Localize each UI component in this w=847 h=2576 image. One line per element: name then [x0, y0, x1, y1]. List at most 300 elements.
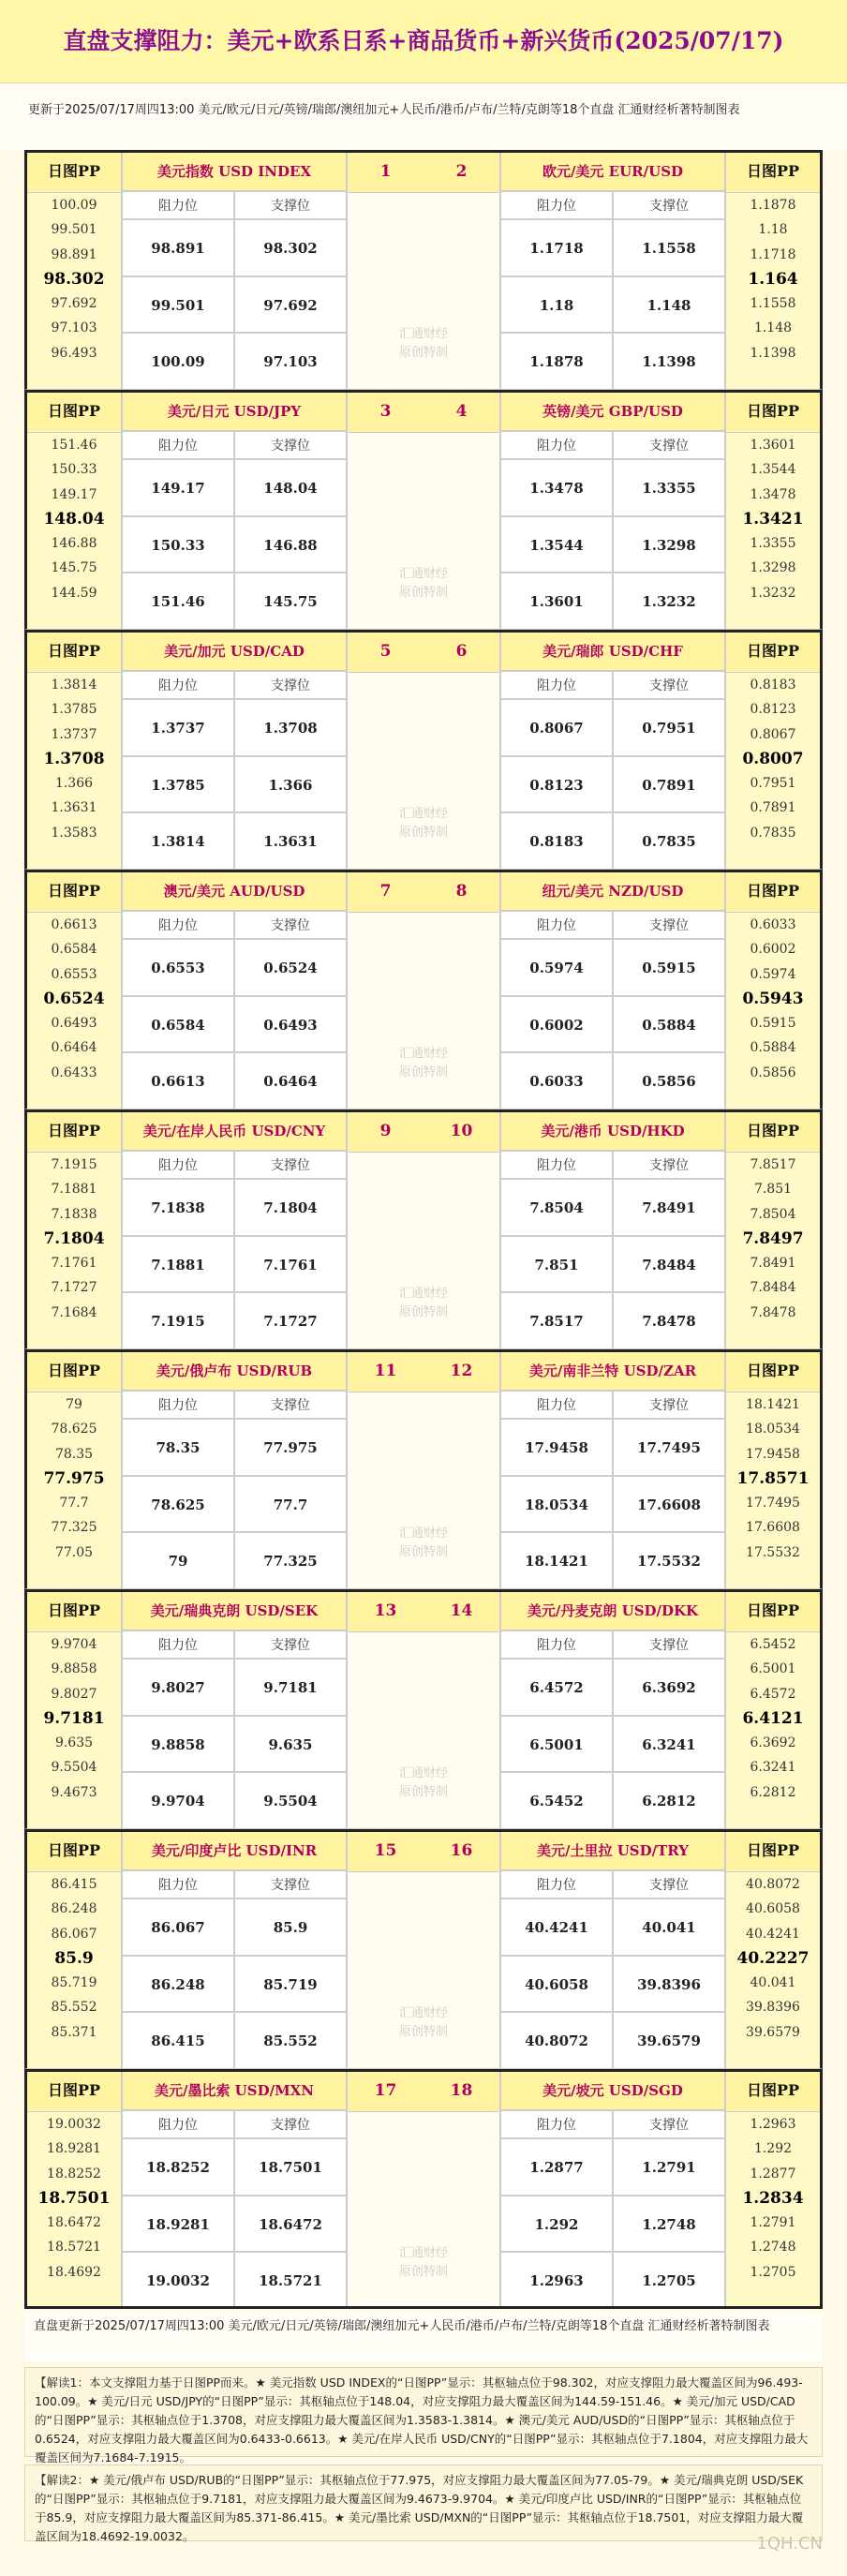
pp-value: 7.8517	[750, 1157, 796, 1172]
column-headers	[500, 911, 725, 939]
pp-header: 日图PP	[726, 391, 820, 433]
table-row	[122, 1659, 347, 1716]
update-info: 更新于2025/07/17周四13:00 美元/欧元/日元/英镑/瑞郎/澳纽加元+人民币/港币/卢布/兰特/克朗等18个直盘 汇通财经析著特制图表	[0, 83, 847, 151]
pair-table	[500, 1589, 725, 1829]
support-cell: 85.719	[234, 1956, 347, 2013]
column-headers	[122, 191, 347, 219]
section-numbers	[348, 151, 499, 193]
section-divider	[24, 390, 823, 393]
pp-value: 1.2963	[750, 2117, 796, 2132]
pp-value: 149.17	[51, 486, 97, 502]
resistance-cell: 6.5001	[500, 1716, 613, 1773]
resistance-cell: 149.17	[122, 459, 234, 516]
pp-value: 150.33	[51, 462, 97, 478]
pp-value: 19.0032	[47, 2117, 101, 2132]
support-cell: 1.148	[613, 276, 725, 334]
table-row	[500, 699, 725, 756]
pp-column	[725, 1349, 823, 1589]
pp-value: 0.8067	[750, 726, 796, 742]
support-cell: 6.3692	[613, 1659, 725, 1716]
resistance-cell: 9.9704	[122, 1772, 234, 1829]
resistance-cell: 19.0032	[122, 2252, 234, 2309]
pp-header: 日图PP	[27, 1830, 121, 1872]
resistance-cell: 1.2963	[500, 2252, 613, 2309]
resistance-cell: 1.2877	[500, 2138, 613, 2196]
pp-value: 39.6579	[746, 2024, 800, 2040]
pp-value: 96.493	[51, 345, 97, 361]
resistance-cell: 7.851	[500, 1236, 613, 1293]
pp-header: 日图PP	[726, 151, 820, 193]
section-number: 1	[379, 162, 392, 181]
table-row	[500, 1532, 725, 1589]
resistance-cell: 40.8072	[500, 2012, 613, 2069]
pp-value: 1.3814	[51, 678, 97, 692]
pp-value: 97.692	[51, 296, 97, 312]
support-header: 支撑位	[613, 191, 725, 219]
pp-column	[725, 1109, 823, 1349]
pp-value: 144.59	[51, 585, 97, 601]
pp-column	[24, 630, 122, 870]
pp-value: 7.1838	[51, 1206, 97, 1222]
support-cell: 0.6524	[234, 939, 347, 996]
table-row	[500, 2252, 725, 2309]
section-index	[347, 1589, 500, 1829]
section-number: 13	[374, 1601, 397, 1620]
resistance-header: 阻力位	[122, 1391, 234, 1419]
support-cell: 7.1761	[234, 1236, 347, 1293]
pp-value: 86.067	[51, 1926, 97, 1942]
pp-value: 0.7951	[750, 776, 796, 792]
support-header: 支撑位	[613, 2110, 725, 2138]
section-number: 8	[455, 882, 468, 901]
table-row	[122, 1956, 347, 2013]
watermark	[348, 565, 499, 603]
resistance-header: 阻力位	[122, 1630, 234, 1659]
pp-value: 100.09	[51, 198, 97, 213]
resistance-cell: 0.6584	[122, 996, 234, 1053]
section-numbers	[348, 631, 499, 673]
resistance-cell: 1.3544	[500, 516, 613, 573]
pp-value: 86.248	[51, 1901, 97, 1917]
support-cell: 77.325	[234, 1532, 347, 1589]
table-row	[500, 1659, 725, 1716]
table-row	[122, 1419, 347, 1476]
table-row	[122, 1898, 347, 1956]
resistance-cell: 7.1881	[122, 1236, 234, 1293]
pp-pivot-value: 7.8497	[742, 1228, 804, 1248]
watermark-line2: 原创特制	[398, 1305, 448, 1319]
support-header: 支撑位	[613, 1391, 725, 1419]
pp-value: 78.35	[54, 1446, 94, 1462]
pair-name: 美元/日元 USD/JPY	[122, 390, 347, 431]
support-cell: 40.041	[613, 1898, 725, 1956]
pp-value: 0.6613	[51, 917, 97, 932]
pp-pivot-value: 18.7501	[37, 2188, 111, 2208]
pp-value: 9.8027	[51, 1686, 97, 1702]
resistance-header: 阻力位	[122, 2110, 234, 2138]
watermark	[348, 1045, 499, 1082]
watermark-line2: 原创特制	[398, 826, 448, 840]
table-row	[122, 333, 347, 390]
pp-value: 0.6033	[750, 917, 796, 932]
section-index	[347, 1349, 500, 1589]
pp-value: 17.5532	[746, 1544, 800, 1560]
note-1: 【解读1：本文支撑阻力基于日图PP而来。★ 美元指数 USD INDEX的“日图PP”显示：其枢轴点位于98.302，对应支撑阻力最大覆盖区间为96.493-100.09。★ 美元/日元 USD/JPY的“日图PP”显示：其枢轴点位于148.04，对应支撑阻力最大覆盖区间为144.59-151.46。★ 美元/加元 USD/CAD的“日图PP”显示：其枢轴点位于1.3708，对应支撑阻力最大覆盖区间为1.3583-1.3814。★ 澳元/美元 AUD/USD的“日图PP”显示：其枢轴点位于0.6524，对应支撑阻力最大覆盖区间为0.6433-0.6613。★ 美元/在岸人民币 USD/CNY的“日图PP”显示：其枢轴点位于7.1804，对应支撑阻力最大覆盖区间为7.1684-7.1915。	[24, 2367, 823, 2457]
pp-value: 0.5974	[750, 966, 796, 982]
support-cell: 0.5856	[613, 1052, 725, 1109]
resistance-cell: 100.09	[122, 333, 234, 390]
support-header: 支撑位	[234, 191, 347, 219]
column-headers	[122, 1151, 347, 1179]
section-index	[347, 390, 500, 630]
pair-table	[122, 1589, 347, 1829]
resistance-header: 阻力位	[500, 431, 613, 459]
pp-value: 151.46	[51, 438, 97, 453]
section-divider	[24, 150, 823, 153]
table-row	[122, 996, 347, 1053]
pp-value: 1.3478	[750, 486, 796, 502]
pp-pivot-value: 1.164	[748, 269, 798, 289]
section-index	[347, 870, 500, 1109]
support-cell: 0.7951	[613, 699, 725, 756]
support-cell: 0.5915	[613, 939, 725, 996]
pp-value: 1.1398	[750, 345, 796, 361]
support-cell: 1.2791	[613, 2138, 725, 2196]
support-cell: 18.7501	[234, 2138, 347, 2196]
column-headers	[500, 1630, 725, 1659]
pair-table	[500, 1109, 725, 1349]
pp-value: 1.1718	[750, 246, 796, 262]
support-cell: 6.3241	[613, 1716, 725, 1773]
pp-header: 日图PP	[726, 1350, 820, 1392]
resistance-header: 阻力位	[122, 431, 234, 459]
support-header: 支撑位	[613, 1630, 725, 1659]
pair-table	[500, 630, 725, 870]
pp-header: 日图PP	[27, 631, 121, 673]
table-row	[122, 2252, 347, 2309]
pp-value: 6.5001	[750, 1661, 796, 1677]
support-cell: 0.6493	[234, 996, 347, 1053]
section-number: 10	[450, 1122, 473, 1140]
support-cell: 0.6464	[234, 1052, 347, 1109]
resistance-header: 阻力位	[122, 191, 234, 219]
pp-value: 6.2812	[750, 1784, 796, 1800]
pp-column	[24, 150, 122, 390]
section-numbers	[348, 1110, 499, 1153]
section-number: 9	[379, 1122, 392, 1140]
section-divider	[24, 1109, 823, 1112]
table-row	[500, 459, 725, 516]
pp-value: 145.75	[51, 560, 97, 576]
section-numbers	[348, 1350, 499, 1392]
resistance-cell: 1.3814	[122, 812, 234, 870]
resistance-cell: 1.1878	[500, 333, 613, 390]
pp-value: 99.501	[51, 222, 97, 238]
pp-value: 146.88	[51, 536, 97, 552]
pp-value: 6.3241	[750, 1760, 796, 1776]
pair-name: 美元/加元 USD/CAD	[122, 630, 347, 671]
watermark	[348, 1525, 499, 1562]
section-number: 12	[450, 1362, 473, 1380]
support-cell: 7.1804	[234, 1179, 347, 1236]
support-cell: 85.552	[234, 2012, 347, 2069]
pair-table	[122, 630, 347, 870]
pp-value: 0.6002	[750, 942, 796, 958]
pair-table	[500, 390, 725, 630]
support-cell: 146.88	[234, 516, 347, 573]
resistance-cell: 150.33	[122, 516, 234, 573]
resistance-cell: 0.8123	[500, 756, 613, 813]
support-cell: 9.5504	[234, 1772, 347, 1829]
table-row	[122, 573, 347, 630]
resistance-cell: 86.248	[122, 1956, 234, 2013]
column-headers	[500, 191, 725, 219]
pp-value: 40.041	[750, 1975, 796, 1991]
pair-section	[24, 2069, 823, 2309]
pp-pivot-value: 1.3708	[43, 749, 105, 768]
pp-column	[24, 2069, 122, 2309]
resistance-header: 阻力位	[122, 911, 234, 939]
watermark-line1: 汇通财经	[398, 2246, 448, 2260]
pp-header: 日图PP	[726, 631, 820, 673]
table-row	[122, 2196, 347, 2253]
pp-value: 1.3298	[750, 560, 796, 576]
pp-value: 1.292	[753, 2141, 793, 2157]
section-divider	[24, 630, 823, 633]
pp-header: 日图PP	[27, 1110, 121, 1153]
section-divider	[24, 1829, 823, 1832]
pair-name: 美元/印度卢比 USD/INR	[122, 1829, 347, 1870]
pair-table	[122, 2069, 347, 2309]
pp-value: 1.2791	[750, 2215, 796, 2231]
pp-value: 85.719	[51, 1975, 97, 1991]
resistance-cell: 79	[122, 1532, 234, 1589]
pp-header: 日图PP	[726, 1590, 820, 1632]
support-cell: 77.7	[234, 1476, 347, 1533]
pp-value: 0.7835	[750, 825, 796, 841]
watermark-line1: 汇通财经	[398, 2006, 448, 2020]
pair-name: 欧元/美元 EUR/USD	[500, 150, 725, 191]
table-row	[122, 939, 347, 996]
pp-value: 7.8491	[750, 1256, 796, 1272]
pp-value: 1.3583	[51, 825, 97, 841]
table-row	[122, 1052, 347, 1109]
table-row	[500, 1716, 725, 1773]
pair-name: 美元/俄卢布 USD/RUB	[122, 1349, 347, 1391]
resistance-cell: 99.501	[122, 276, 234, 334]
pp-value: 1.2877	[750, 2166, 796, 2181]
resistance-cell: 7.8517	[500, 1292, 613, 1349]
pp-pivot-value: 17.8571	[736, 1468, 810, 1488]
table-row	[500, 812, 725, 870]
pair-table	[500, 2069, 725, 2309]
watermark-line2: 原创特制	[398, 2025, 448, 2039]
pp-pivot-value: 7.1804	[43, 1228, 105, 1248]
pp-pivot-value: 0.6524	[43, 989, 105, 1008]
resistance-cell: 7.8504	[500, 1179, 613, 1236]
pp-pivot-value: 40.2227	[736, 1948, 810, 1968]
pp-value: 85.552	[51, 2000, 97, 2016]
pair-table	[500, 1829, 725, 2069]
pp-value: 77.7	[59, 1496, 89, 1511]
section-number: 2	[455, 162, 468, 181]
pp-value: 9.4673	[51, 1784, 97, 1800]
resistance-header: 阻力位	[500, 1870, 613, 1898]
table-row	[122, 1772, 347, 1829]
column-headers	[500, 1391, 725, 1419]
pp-value: 1.3232	[750, 585, 796, 601]
resistance-cell: 6.5452	[500, 1772, 613, 1829]
table-row	[122, 756, 347, 813]
pp-value: 18.6472	[47, 2215, 101, 2231]
support-cell: 0.7835	[613, 812, 725, 870]
pp-value: 97.103	[51, 320, 97, 336]
table-row	[500, 939, 725, 996]
pp-pivot-value: 1.3421	[742, 509, 804, 529]
column-headers	[122, 2110, 347, 2138]
support-header: 支撑位	[234, 1391, 347, 1419]
section-number: 4	[455, 402, 468, 421]
pp-value: 17.9458	[746, 1446, 800, 1462]
support-cell: 39.6579	[613, 2012, 725, 2069]
pp-header: 日图PP	[27, 1350, 121, 1392]
resistance-cell: 0.8067	[500, 699, 613, 756]
section-number: 6	[455, 642, 468, 661]
pp-value: 0.6493	[51, 1016, 97, 1032]
pp-column	[725, 2069, 823, 2309]
table-row	[500, 2196, 725, 2253]
watermark-line1: 汇通财经	[398, 567, 448, 581]
support-header: 支撑位	[234, 1630, 347, 1659]
resistance-cell: 0.6033	[500, 1052, 613, 1109]
support-cell: 17.5532	[613, 1532, 725, 1589]
support-cell: 9.635	[234, 1716, 347, 1773]
section-index	[347, 1109, 500, 1349]
support-cell: 18.5721	[234, 2252, 347, 2309]
table-row	[500, 333, 725, 390]
pp-column	[24, 1109, 122, 1349]
resistance-cell: 7.1915	[122, 1292, 234, 1349]
resistance-cell: 0.5974	[500, 939, 613, 996]
table-row	[122, 1179, 347, 1236]
support-cell: 97.103	[234, 333, 347, 390]
table-row	[122, 516, 347, 573]
pp-value: 77.05	[54, 1544, 94, 1560]
section-index	[347, 150, 500, 390]
pair-table	[122, 1109, 347, 1349]
pp-value: 6.5452	[750, 1637, 796, 1652]
pair-name: 美元/南非兰特 USD/ZAR	[500, 1349, 725, 1391]
resistance-cell: 17.9458	[500, 1419, 613, 1476]
pp-value: 40.6058	[746, 1901, 800, 1917]
table-row	[500, 1419, 725, 1476]
pp-value: 1.3601	[750, 438, 796, 453]
watermark-line2: 原创特制	[398, 1065, 448, 1080]
pp-column	[725, 390, 823, 630]
support-cell: 98.302	[234, 219, 347, 276]
table-row	[122, 1532, 347, 1589]
section-numbers	[348, 871, 499, 913]
table-row	[122, 812, 347, 870]
pp-column	[725, 1829, 823, 2069]
section-index	[347, 1829, 500, 2069]
pp-value: 86.415	[51, 1877, 97, 1892]
support-header: 支撑位	[613, 1151, 725, 1179]
column-headers	[500, 671, 725, 699]
pp-value: 7.851	[753, 1182, 793, 1198]
section-number: 11	[374, 1362, 397, 1380]
pair-name: 美元指数 USD INDEX	[122, 150, 347, 191]
section-number: 18	[450, 2081, 473, 2100]
column-headers	[122, 1391, 347, 1419]
support-cell: 148.04	[234, 459, 347, 516]
pp-value: 17.7495	[746, 1496, 800, 1511]
pp-pivot-value: 9.7181	[43, 1708, 105, 1728]
pp-column	[24, 390, 122, 630]
pp-value: 17.6608	[746, 1520, 800, 1536]
pair-section	[24, 1589, 823, 1829]
section-divider	[24, 2069, 823, 2072]
watermark-line1: 汇通财经	[398, 1766, 448, 1780]
pp-value: 18.8252	[47, 2166, 101, 2181]
table-row	[122, 2138, 347, 2196]
pair-section	[24, 630, 823, 870]
support-header: 支撑位	[234, 1151, 347, 1179]
table-row	[500, 2138, 725, 2196]
pair-table	[122, 870, 347, 1109]
table-row	[500, 573, 725, 630]
pp-value: 9.8858	[51, 1661, 97, 1677]
resistance-cell: 151.46	[122, 573, 234, 630]
table-row	[500, 756, 725, 813]
pp-value: 7.1881	[51, 1182, 97, 1198]
pair-name: 美元/坡元 USD/SGD	[500, 2069, 725, 2110]
pair-section	[24, 1349, 823, 1589]
watermark-line1: 汇通财经	[398, 327, 448, 341]
pair-section	[24, 390, 823, 630]
pp-value: 98.891	[51, 246, 97, 262]
support-cell: 1.3355	[613, 459, 725, 516]
resistance-cell: 9.8858	[122, 1716, 234, 1773]
pp-value: 39.8396	[746, 2000, 800, 2016]
support-header: 支撑位	[234, 911, 347, 939]
pp-value: 1.3631	[51, 800, 97, 816]
pp-value: 6.3692	[750, 1735, 796, 1751]
table-row	[500, 1179, 725, 1236]
table-row	[122, 699, 347, 756]
pp-value: 7.1761	[51, 1256, 97, 1272]
pp-pivot-value: 148.04	[43, 509, 105, 529]
section-numbers	[348, 2070, 499, 2112]
watermark-line1: 汇通财经	[398, 1287, 448, 1301]
support-cell: 85.9	[234, 1898, 347, 1956]
pair-name: 美元/瑞典克朗 USD/SEK	[122, 1589, 347, 1630]
resistance-cell: 0.6553	[122, 939, 234, 996]
resistance-cell: 18.1421	[500, 1532, 613, 1589]
support-cell: 1.3631	[234, 812, 347, 870]
support-cell: 0.7891	[613, 756, 725, 813]
pp-value: 0.5915	[750, 1016, 796, 1032]
pp-value: 18.9281	[47, 2141, 101, 2157]
pp-value: 0.8123	[750, 702, 796, 718]
support-cell: 6.2812	[613, 1772, 725, 1829]
resistance-header: 阻力位	[500, 1391, 613, 1419]
pp-value: 79	[66, 1397, 82, 1412]
support-cell: 1.366	[234, 756, 347, 813]
pair-name: 纽元/美元 NZD/USD	[500, 870, 725, 911]
watermark	[348, 805, 499, 842]
pp-header: 日图PP	[726, 2070, 820, 2112]
